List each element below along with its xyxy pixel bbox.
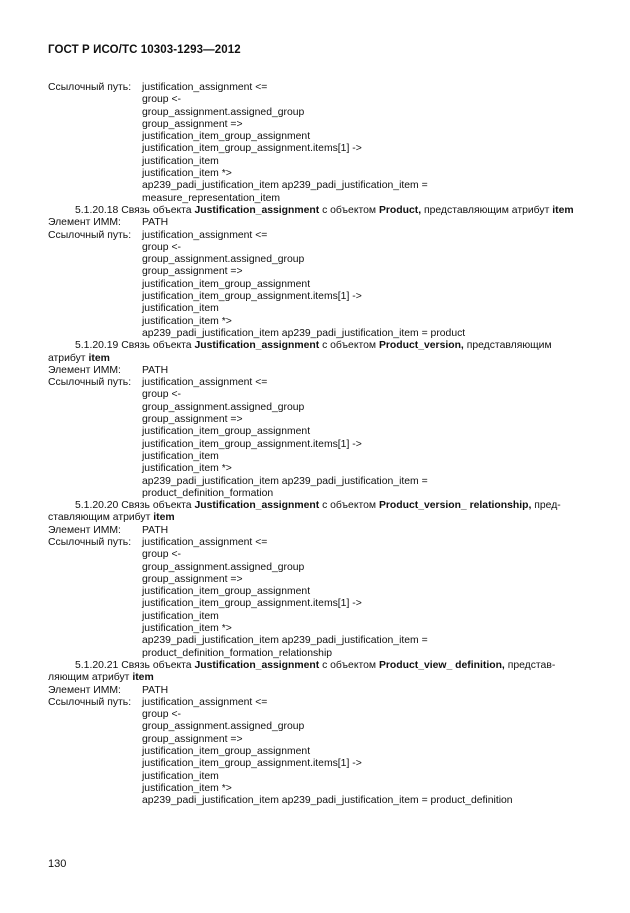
- heading-attribute: item: [88, 352, 110, 364]
- path-line: justification_item: [142, 770, 219, 782]
- path-line: justification_item_group_assignment: [142, 586, 311, 598]
- heading-text: с объектом: [319, 659, 379, 671]
- element-label: Элемент ИММ:: [48, 217, 121, 229]
- element-row: [48, 525, 588, 537]
- path-line: justification_assignment <=: [142, 536, 268, 548]
- ref-path-row: [48, 230, 588, 242]
- ref-path-label: Ссылочный путь:: [48, 696, 132, 708]
- heading-text: представляющим: [463, 340, 552, 352]
- path-line: ap239_padi_justification_item ap239_padi_justification_item = product_definition: [142, 795, 513, 807]
- ref-path-label: Ссылочный путь:: [48, 229, 132, 241]
- section-heading-19-cont: [48, 353, 588, 365]
- path-line: ap239_padi_justification_item ap239_padi_justification_item = product: [142, 327, 466, 339]
- element-label: Элемент ИММ:: [48, 524, 121, 536]
- path-line: justification_item_group_assignment.items[1] ->: [142, 291, 362, 303]
- heading-entity: Justification_assignment: [194, 340, 320, 352]
- path-line: product_definition_formation: [142, 487, 274, 499]
- path-line: justification_item_group_assignment.items[1] ->: [142, 598, 362, 610]
- path-line: justification_item_group_assignment.items[1] ->: [142, 758, 362, 770]
- element-value: PATH: [142, 217, 169, 229]
- path-line: group <-: [142, 389, 181, 401]
- path-line: justification_item *>: [142, 463, 232, 475]
- section-number: 5.1.20.21: [75, 659, 119, 671]
- ref-path-row: [48, 537, 588, 549]
- path-line: ap239_padi_justification_item ap239_padi_justification_item =: [142, 635, 428, 647]
- path-line: product_definition_formation_relationship: [142, 647, 333, 659]
- page-number: 130: [48, 858, 67, 870]
- path-line: group_assignment.assigned_group: [142, 401, 305, 413]
- ref-path-label: Ссылочный путь:: [48, 536, 132, 548]
- path-line: group_assignment =>: [142, 414, 243, 426]
- heading-entity: Justification_assignment: [194, 659, 320, 671]
- path-line: justification_assignment <=: [142, 229, 268, 241]
- path-line: justification_item_group_assignment.items[1] ->: [142, 438, 362, 450]
- element-row: [48, 217, 588, 229]
- path-line: justification_item: [142, 155, 219, 167]
- path-line: group_assignment =>: [142, 266, 243, 278]
- heading-text: атрибут: [48, 352, 89, 364]
- section-heading-20: [48, 500, 588, 512]
- path-line: justification_assignment <=: [142, 696, 268, 708]
- path-line: group <-: [142, 709, 181, 721]
- path-line: justification_item: [142, 610, 219, 622]
- heading-text: представляющим атрибут: [421, 204, 553, 216]
- ref-path-label: Ссылочный путь:: [48, 377, 132, 389]
- section-number: 5.1.20.19: [75, 340, 119, 352]
- path-line: justification_assignment <=: [142, 82, 268, 93]
- path-line: group_assignment =>: [142, 733, 243, 745]
- path-line: justification_item_group_assignment: [142, 426, 311, 438]
- path-line: ap239_padi_justification_item ap239_padi_justification_item =: [142, 180, 428, 192]
- ref-path-row: [48, 82, 588, 94]
- heading-text: ляющим атрибут: [48, 672, 133, 684]
- heading-text: пред-: [531, 500, 561, 512]
- section-number: 5.1.20.18: [75, 204, 119, 216]
- path-line: group_assignment.assigned_group: [142, 106, 305, 118]
- ref-path-row: [48, 377, 588, 389]
- heading-entity: Justification_assignment: [194, 500, 320, 512]
- element-row: [48, 685, 588, 697]
- heading-text: с объектом: [319, 204, 379, 216]
- heading-entity: Product_view_ definition,: [378, 659, 505, 671]
- heading-text: ставляющим атрибут: [48, 512, 154, 524]
- heading-attribute: item: [552, 204, 574, 216]
- heading-entity: Product,: [378, 204, 422, 216]
- path-line: ap239_padi_justification_item ap239_padi_justification_item =: [142, 475, 428, 487]
- path-line: group_assignment.assigned_group: [142, 561, 305, 573]
- element-row: [48, 365, 588, 377]
- ref-path-label: Ссылочный путь:: [48, 82, 132, 93]
- path-line: justification_item_group_assignment.items[1] ->: [142, 143, 362, 155]
- heading-text: Связь объекта: [118, 204, 195, 216]
- path-line: group <-: [142, 549, 181, 561]
- ref-path-row: [48, 697, 588, 709]
- path-line: measure_representation_item: [142, 192, 281, 204]
- path-line: group <-: [142, 241, 181, 253]
- section-heading-21-cont: [48, 672, 588, 684]
- heading-attribute: item: [153, 512, 175, 524]
- section-number: 5.1.20.20: [75, 500, 119, 512]
- section-heading-18: [48, 205, 588, 217]
- heading-text: Связь объекта: [118, 659, 195, 671]
- element-value: PATH: [142, 364, 169, 376]
- heading-entity: Product_version_ relationship,: [378, 500, 532, 512]
- page-header: ГОСТ Р ИСО/ТС 10303-1293—2012: [48, 44, 241, 56]
- path-line: justification_item *>: [142, 623, 232, 635]
- document-body: [48, 82, 588, 808]
- path-line: group_assignment =>: [142, 118, 243, 130]
- path-line: justification_item: [142, 303, 219, 315]
- heading-entity: Product_version,: [378, 340, 464, 352]
- element-label: Элемент ИММ:: [48, 684, 121, 696]
- path-line: group_assignment.assigned_group: [142, 254, 305, 266]
- section-heading-21: [48, 660, 588, 672]
- heading-text: с объектом: [319, 500, 379, 512]
- section-heading-19: [48, 340, 588, 352]
- path-line: justification_item *>: [142, 315, 232, 327]
- heading-text: Связь объекта: [118, 340, 195, 352]
- path-line: group_assignment =>: [142, 573, 243, 585]
- path-line: group_assignment.assigned_group: [142, 721, 305, 733]
- path-line: justification_assignment <=: [142, 377, 268, 389]
- path-line: justification_item *>: [142, 168, 232, 180]
- heading-attribute: item: [132, 672, 154, 684]
- element-value: PATH: [142, 524, 169, 536]
- path-line: justification_item *>: [142, 782, 232, 794]
- path-line: justification_item_group_assignment: [142, 131, 311, 143]
- element-value: PATH: [142, 684, 169, 696]
- heading-entity: Justification_assignment: [194, 204, 320, 216]
- path-line: justification_item_group_assignment: [142, 278, 311, 290]
- heading-text: с объектом: [319, 340, 379, 352]
- path-line: group <-: [142, 94, 181, 106]
- path-line: justification_item: [142, 450, 219, 462]
- heading-text: представ-: [504, 659, 556, 671]
- section-heading-20-cont: [48, 512, 588, 524]
- heading-text: Связь объекта: [118, 500, 195, 512]
- element-label: Элемент ИММ:: [48, 364, 121, 376]
- path-line: justification_item_group_assignment: [142, 746, 311, 758]
